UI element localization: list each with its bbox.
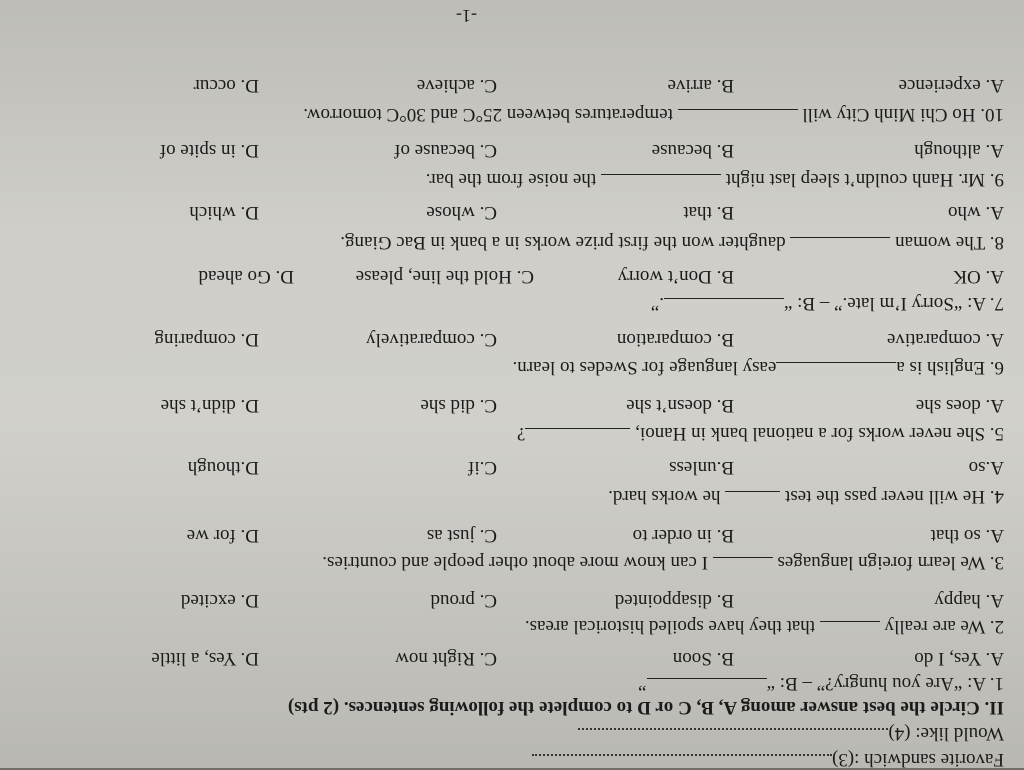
answer-blank[interactable]: [820, 621, 880, 636]
question-stem: 10. Ho Chi Minh City will: [802, 104, 1004, 125]
answer-dots: [578, 728, 888, 744]
q8-option-b[interactable]: B. that: [683, 202, 734, 223]
q7-option-d[interactable]: D. Go ahead: [198, 266, 294, 287]
answer-blank[interactable]: [776, 362, 896, 377]
question-stem-end: he works hard.: [608, 486, 721, 507]
q3-option-b[interactable]: B. in order to: [632, 525, 734, 546]
q9-option-d[interactable]: D. in spite of: [159, 140, 259, 161]
q9-option-c[interactable]: C. because of: [394, 140, 497, 161]
q1-option-c[interactable]: C. Right now: [395, 648, 497, 669]
question-stem-end: the noise from the bar.: [425, 169, 597, 190]
question-6: [513, 356, 1004, 378]
question-stem: 2. We are really: [884, 616, 1004, 637]
would-like-line: [578, 722, 1004, 744]
q4-option-a[interactable]: A.so: [968, 457, 1004, 478]
question-2: [525, 615, 1004, 637]
q5-option-b[interactable]: B. doesn’t she: [626, 395, 734, 416]
answer-blank[interactable]: [525, 428, 630, 443]
q6-option-a[interactable]: A. comparative: [886, 329, 1004, 350]
answer-blank[interactable]: [647, 678, 767, 693]
q2-option-d[interactable]: D. excited: [180, 590, 259, 611]
q10-option-c[interactable]: C. achieve: [416, 75, 497, 96]
question-stem: 3. We learn foreign languages: [777, 552, 1004, 573]
q10-option-d[interactable]: D. occur: [193, 75, 259, 96]
q8-option-a[interactable]: A. who: [948, 202, 1004, 223]
q2-option-b[interactable]: B. disappointed: [614, 590, 734, 611]
question-stem: 9. Mr. Hanh couldn’t sleep last night: [725, 169, 1004, 190]
question-stem: 8. The woman: [895, 232, 1004, 253]
question-stem-end: ?: [516, 423, 526, 444]
q3-option-c[interactable]: C. just as: [426, 525, 497, 546]
q7-option-c[interactable]: C. Hold the line, please: [355, 266, 534, 287]
question-8: [340, 231, 1004, 253]
q1-option-b[interactable]: B. Soon: [672, 648, 734, 669]
question-4: [608, 485, 1004, 507]
q5-option-a[interactable]: A. does she: [915, 395, 1004, 416]
question-stem: 7. A: “Sorry I’m late.” – B: “: [783, 293, 1004, 314]
q7-option-b[interactable]: B. Don’t worry: [617, 266, 734, 287]
q8-option-c[interactable]: C. whose: [426, 202, 497, 223]
q10-option-b[interactable]: B. arrive: [667, 75, 734, 96]
q6-option-d[interactable]: D. comparing: [154, 329, 259, 350]
question-stem-end: daughter won the first prize works in a bank in Bac Giang.: [340, 232, 786, 253]
q7-option-a[interactable]: A. OK: [953, 266, 1004, 287]
question-stem-end: temperatures between 25°C and 30°C tomorrow.: [303, 104, 673, 125]
question-stem: 4. He will never pass the test: [785, 486, 1004, 507]
q1-option-d[interactable]: D. Yes, a little: [151, 648, 259, 669]
q6-option-c[interactable]: C. comparatively: [366, 329, 497, 350]
question-5: [517, 422, 1004, 444]
answer-blank[interactable]: [713, 557, 773, 572]
question-10: [303, 103, 1004, 125]
q5-option-d[interactable]: D. didn’t she: [160, 395, 259, 416]
page-number: -1-: [456, 6, 477, 26]
answer-blank[interactable]: [790, 237, 890, 252]
q6-option-b[interactable]: B. comparation: [616, 329, 734, 350]
favorite-sandwich-line: [532, 748, 1004, 770]
answer-blank[interactable]: [664, 298, 784, 313]
q9-option-b[interactable]: B. because: [651, 140, 734, 161]
favorite-sandwich-label: Favorite sandwich :(3): [831, 749, 1004, 770]
question-stem: 6. English is a: [896, 357, 1004, 378]
question-stem-end: that they have spoiled historical areas.: [524, 616, 816, 637]
would-like-label: Would like: (4): [888, 723, 1004, 744]
q1-option-a[interactable]: A. Yes, I do: [914, 648, 1004, 669]
question-stem-end: ”: [638, 673, 647, 694]
q4-option-b[interactable]: B.unless: [669, 457, 734, 478]
question-stem-end: .”: [650, 293, 664, 314]
q2-option-c[interactable]: C. proud: [430, 590, 497, 611]
question-9: [426, 168, 1004, 190]
q8-option-d[interactable]: D. which: [189, 202, 259, 223]
q9-option-a[interactable]: A. although: [914, 140, 1004, 161]
q4-option-d[interactable]: D.though: [187, 457, 259, 478]
q4-option-c[interactable]: C.if: [467, 457, 497, 478]
answer-blank[interactable]: [601, 174, 721, 189]
section-title: II. Circle the best answer among A, B, C or D to complete the following sentences. (2 pts): [287, 697, 1004, 718]
q10-option-a[interactable]: A. experience: [898, 75, 1004, 96]
question-7: [651, 292, 1004, 314]
q5-option-c[interactable]: C. did she: [420, 395, 497, 416]
question-1: [638, 672, 1004, 694]
answer-blank[interactable]: [725, 491, 780, 506]
answer-blank[interactable]: [678, 109, 798, 124]
question-stem: 1. A: “Are you hungry?” – B: “: [766, 673, 1004, 694]
question-stem-end: easy language for Swedes to learn.: [512, 357, 777, 378]
q3-option-d[interactable]: D. for we: [186, 525, 259, 546]
question-stem: 5. She never works for a national bank in Hanoi,: [635, 423, 1004, 444]
q2-option-a[interactable]: A. happy: [934, 590, 1004, 611]
question-stem-end: I can know more about other people and countries.: [322, 552, 708, 573]
q3-option-a[interactable]: A. so that: [930, 525, 1004, 546]
question-3: [322, 551, 1004, 573]
